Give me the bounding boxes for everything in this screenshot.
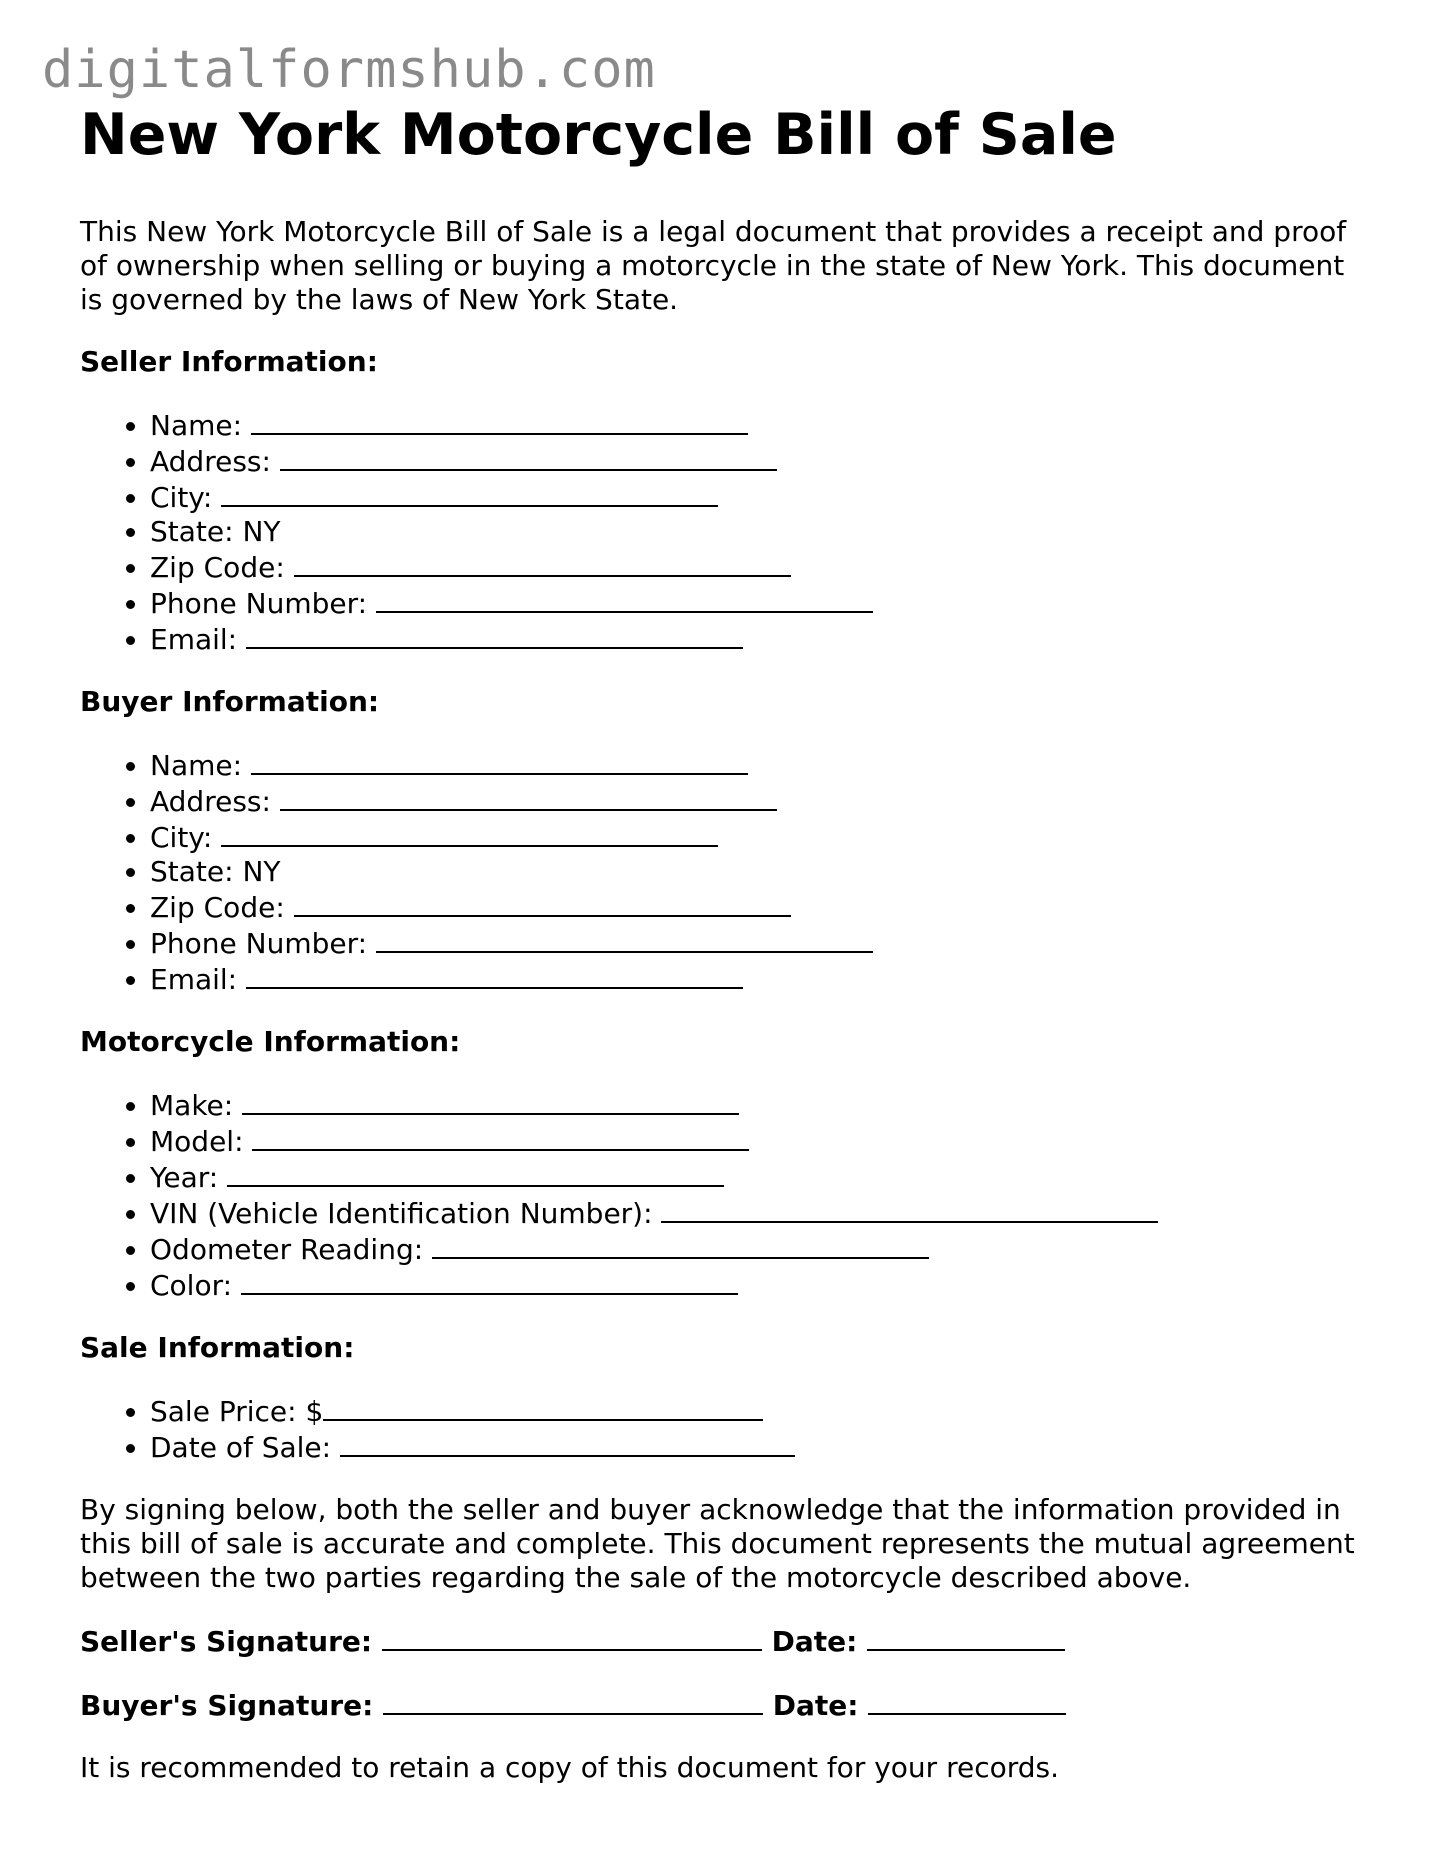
sale-price-field[interactable]: • Sale Price: $: [150, 1393, 1370, 1429]
sale-date-field[interactable]: • Date of Sale:: [150, 1429, 1370, 1465]
closing-note: It is recommended to retain a copy of this document for your records.: [80, 1750, 1060, 1784]
sale-heading: Sale Information:: [80, 1330, 355, 1364]
buyer-zip-field[interactable]: • Zip Code:: [150, 889, 1370, 925]
buyer-email-field[interactable]: • Email:: [150, 961, 1370, 997]
motorcycle-color-field[interactable]: • Color:: [150, 1267, 1370, 1303]
watermark: digitalformshub.com: [42, 40, 656, 100]
blank-line: [294, 889, 791, 917]
blank-line: [661, 1195, 1158, 1223]
seller-address-field[interactable]: • Address:: [150, 443, 1370, 479]
buyer-date-field[interactable]: [868, 1687, 1066, 1715]
buyer-state-field: • State: NY: [150, 855, 1370, 889]
buyer-name-field[interactable]: • Name:: [150, 747, 1370, 783]
motorcycle-heading: Motorcycle Information:: [80, 1024, 461, 1058]
seller-signature-label: Seller's Signature:: [80, 1624, 373, 1658]
blank-line: [246, 961, 743, 989]
seller-zip-field[interactable]: • Zip Code:: [150, 549, 1370, 585]
blank-line: [323, 1393, 763, 1421]
seller-fields: [80, 407, 1370, 657]
motorcycle-year-field[interactable]: • Year:: [150, 1159, 1370, 1195]
motorcycle-fields: [80, 1087, 1370, 1303]
buyer-address-field[interactable]: • Address:: [150, 783, 1370, 819]
blank-line: [294, 549, 791, 577]
seller-signature-row: [80, 1623, 1370, 1659]
buyer-heading: Buyer Information:: [80, 684, 380, 718]
seller-city-field[interactable]: • City:: [150, 479, 1370, 515]
blank-line: [227, 1159, 724, 1187]
seller-name-field[interactable]: • Name:: [150, 407, 1370, 443]
blank-line: [432, 1231, 929, 1259]
blank-line: [241, 1267, 738, 1295]
buyer-fields: [80, 747, 1370, 997]
sale-fields: [80, 1393, 1370, 1465]
motorcycle-vin-field[interactable]: • VIN (Vehicle Identification Number):: [150, 1195, 1370, 1231]
blank-line: [246, 621, 743, 649]
blank-line: [221, 819, 718, 847]
blank-line: [252, 1123, 749, 1151]
seller-heading: Seller Information:: [80, 344, 378, 378]
buyer-signature-field[interactable]: [383, 1687, 763, 1715]
blank-line: [251, 747, 748, 775]
blank-line: [280, 443, 777, 471]
motorcycle-make-field[interactable]: • Make:: [150, 1087, 1370, 1123]
motorcycle-odometer-field[interactable]: • Odometer Reading:: [150, 1231, 1370, 1267]
blank-line: [221, 479, 718, 507]
blank-line: [376, 925, 873, 953]
blank-line: [251, 407, 748, 435]
acknowledgment-paragraph: By signing below, both the seller and buyer acknowledge that the information provided in this bill of sale is accurate and complete. This document represents the mutual agreement between the two parties regarding the sale of the motorcycle described above.: [80, 1492, 1355, 1594]
seller-state-field: • State: NY: [150, 515, 1370, 549]
buyer-date-label: Date:: [772, 1688, 859, 1722]
seller-email-field[interactable]: • Email:: [150, 621, 1370, 657]
buyer-phone-field[interactable]: • Phone Number:: [150, 925, 1370, 961]
blank-line: [280, 783, 777, 811]
buyer-signature-label: Buyer's Signature:: [80, 1688, 374, 1722]
buyer-city-field[interactable]: • City:: [150, 819, 1370, 855]
page-title: New York Motorcycle Bill of Sale: [80, 102, 1117, 168]
buyer-signature-row: [80, 1687, 1370, 1723]
seller-signature-field[interactable]: [382, 1623, 762, 1651]
seller-phone-field[interactable]: • Phone Number:: [150, 585, 1370, 621]
motorcycle-model-field[interactable]: • Model:: [150, 1123, 1370, 1159]
blank-line: [340, 1429, 795, 1457]
seller-date-field[interactable]: [867, 1623, 1065, 1651]
blank-line: [242, 1087, 739, 1115]
intro-paragraph: This New York Motorcycle Bill of Sale is a legal document that provides a receipt and proof of ownership when selling or buying a motorcycle in the state of New York. This document is governed by the laws of New York State.: [80, 214, 1347, 316]
blank-line: [376, 585, 873, 613]
document-body: [80, 104, 1370, 1785]
seller-date-label: Date:: [771, 1624, 858, 1658]
